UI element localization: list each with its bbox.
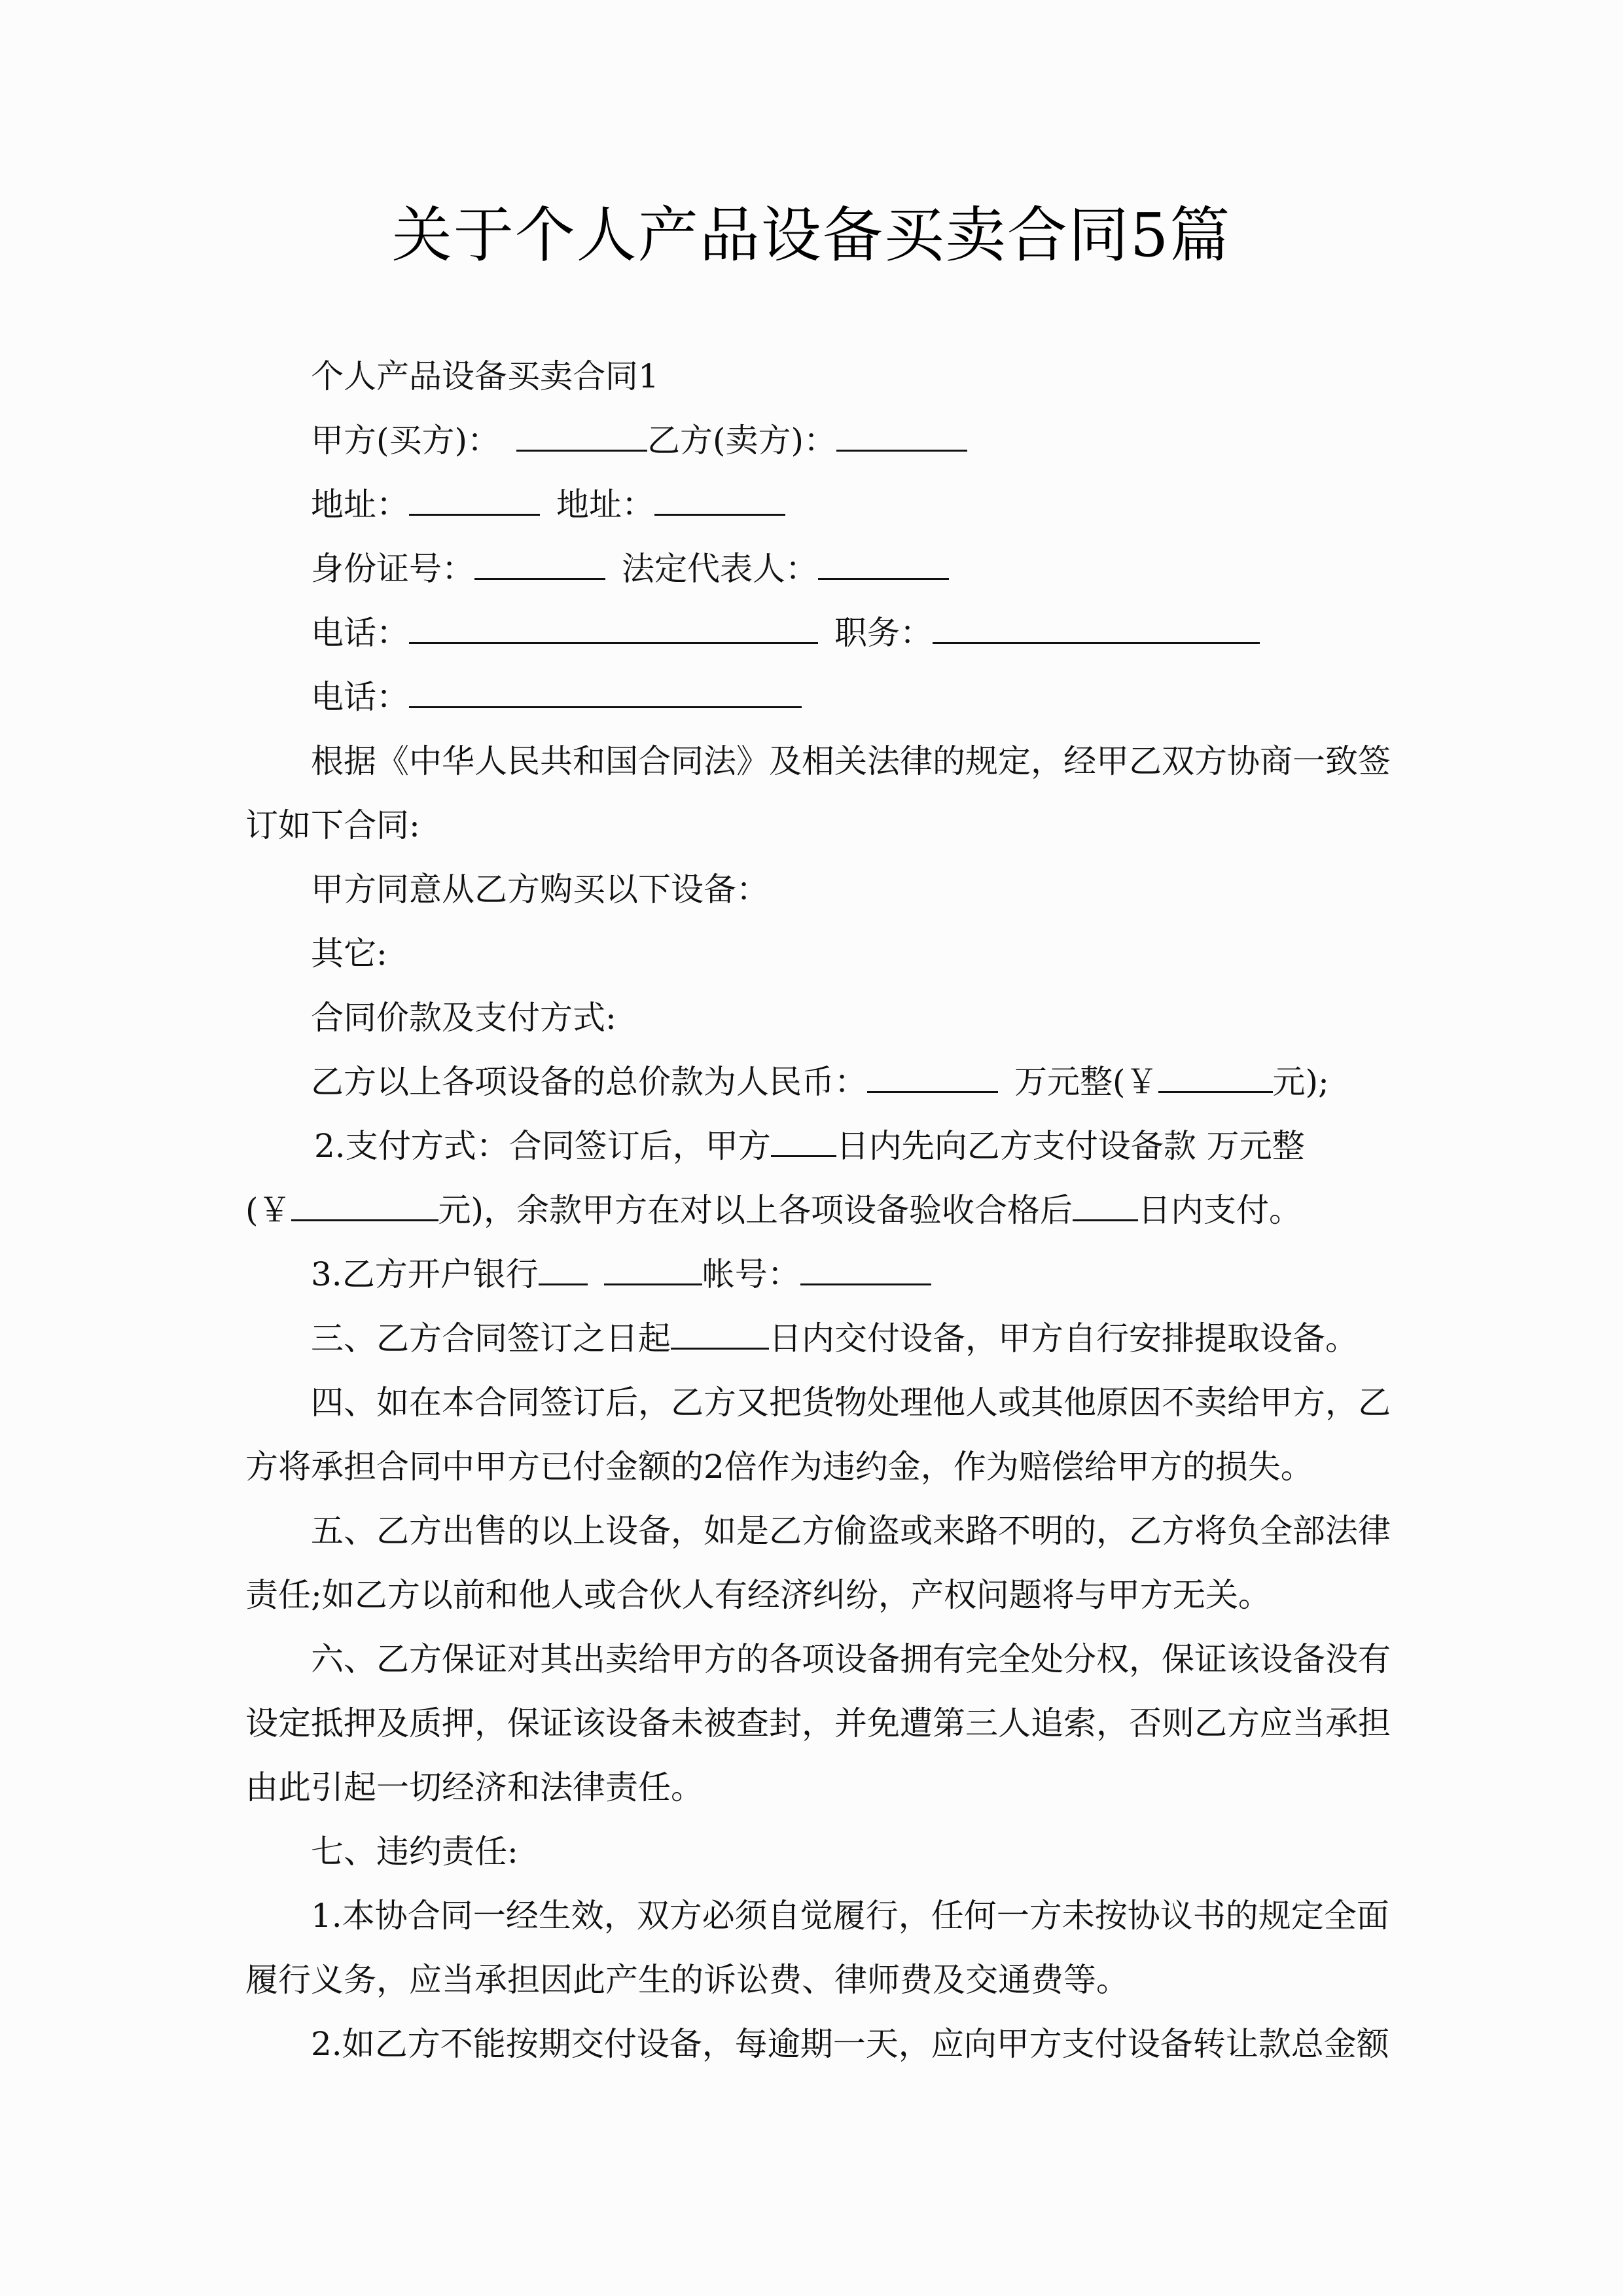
seller-label: 乙方(卖方)： [647,422,837,459]
buyer-phone-label: 电话： [311,614,409,652]
price-heading: 合同价款及支付方式: [311,999,616,1037]
clause-7-item-2-line-1: 2.如乙方不能按期交付设备，每逾期一天，应向甲方支付设备转让款总金额 [311,2025,1389,2063]
payment-line2-b: 元)，余款甲方在对以上各项设备验收合格后 [438,1191,1073,1229]
total-price-row [311,1062,1329,1102]
seller-phone-blank[interactable] [409,677,802,708]
payment-line2-c: 日内支付。 [1138,1191,1302,1229]
clause-4-line-1: 四、如在本合同签订后，乙方又把货物处理他人或其他原因不卖给甲方，乙 [311,1384,1391,1422]
phone-row-2 [311,677,802,717]
bank-row [311,1255,931,1294]
other-label: 其它: [311,935,387,973]
phone-position-row [311,613,1260,653]
buyer-address-blank[interactable] [409,485,540,516]
total-price-yuan-blank[interactable] [1158,1062,1273,1093]
account-blank[interactable] [800,1255,931,1285]
bank-label: 3.乙方开户银行 [311,1255,539,1293]
total-price-wan-blank[interactable] [867,1062,998,1093]
position-blank[interactable] [933,613,1260,644]
total-price-suffix: 元); [1272,1063,1329,1101]
purchase-statement: 甲方同意从乙方购买以下设备： [311,870,769,908]
total-price-middle: 万元整(￥ [1014,1063,1158,1101]
payment-yuan-blank[interactable] [291,1191,438,1221]
clause-7-item-1-line-2: 履行义务，应当承担因此产生的诉讼费、律师费及交通费等。 [245,1961,1129,1999]
delivery-days-blank[interactable] [671,1319,769,1350]
clause-3 [311,1319,1358,1358]
payment-line1-a: 2.支付方式：合同签订后，甲方 [314,1127,771,1165]
id-number-label: 身份证号： [311,550,474,588]
buyer-phone-blank[interactable] [409,613,818,644]
id-row [311,549,949,588]
address-row [311,485,785,524]
payment-line-1 [314,1126,1378,1166]
bank-blank-1[interactable] [539,1255,588,1285]
parties-row [311,421,967,460]
buyer-label: 甲方(买方)： [311,422,501,459]
position-label: 职务： [834,614,933,652]
clause-4-line-2: 方将承担合同中甲方已付金额的2倍作为违约金，作为赔偿给甲方的损失。 [245,1448,1313,1486]
seller-phone-label: 电话： [311,678,409,716]
buyer-name-blank[interactable] [516,421,647,452]
account-label: 帐号： [702,1255,800,1293]
balance-days-blank[interactable] [1073,1191,1138,1221]
clause-7-item-1-line-1: 1.本协合同一经生效，双方必须自觉履行，任何一方未按协议书的规定全面 [311,1897,1389,1935]
section-heading: 个人产品设备买卖合同1 [311,357,659,395]
id-number-blank[interactable] [474,549,605,580]
legal-rep-label: 法定代表人： [622,550,818,588]
seller-address-label: 地址： [556,486,654,524]
seller-name-blank[interactable] [836,421,967,452]
buyer-address-label: 地址： [311,486,409,524]
intro-line-2: 订如下合同: [245,806,420,844]
intro-line-1: 根据《中华人民共和国合同法》及相关法律的规定，经甲乙双方协商一致签 [311,742,1391,780]
bank-blank-2[interactable] [604,1255,702,1285]
legal-rep-blank[interactable] [818,549,949,580]
clause-6-line-2: 设定抵押及质押，保证该设备未被查封，并免遭第三人追索，否则乙方应当承担 [245,1704,1391,1742]
payment-days-blank[interactable] [771,1126,836,1157]
payment-line1-b: 日内先向乙方支付设备款 万元整 [836,1127,1305,1165]
clause-5-line-1: 五、乙方出售的以上设备，如是乙方偷盗或来路不明的，乙方将负全部法律 [311,1512,1391,1550]
clause-6-line-3: 由此引起一切经济和法律责任。 [245,1768,704,1806]
total-price-prefix: 乙方以上各项设备的总价款为人民币： [311,1063,867,1101]
clause3-prefix: 三、乙方合同签订之日起 [311,1319,671,1357]
payment-line-2 [245,1191,1302,1230]
clause-7-heading: 七、违约责任: [311,1833,518,1871]
seller-address-blank[interactable] [654,485,785,516]
clause3-suffix: 日内交付设备，甲方自行安排提取设备。 [769,1319,1358,1357]
payment-line2-a: (￥ [245,1191,291,1229]
document-title: 关于个人产品设备买卖合同5篇 [391,200,1232,270]
clause-5-line-2: 责任;如乙方以前和他人或合伙人有经济纠纷，产权问题将与甲方无关。 [245,1576,1271,1614]
clause-6-line-1: 六、乙方保证对其出卖给甲方的各项设备拥有完全处分权，保证该设备没有 [311,1640,1391,1678]
